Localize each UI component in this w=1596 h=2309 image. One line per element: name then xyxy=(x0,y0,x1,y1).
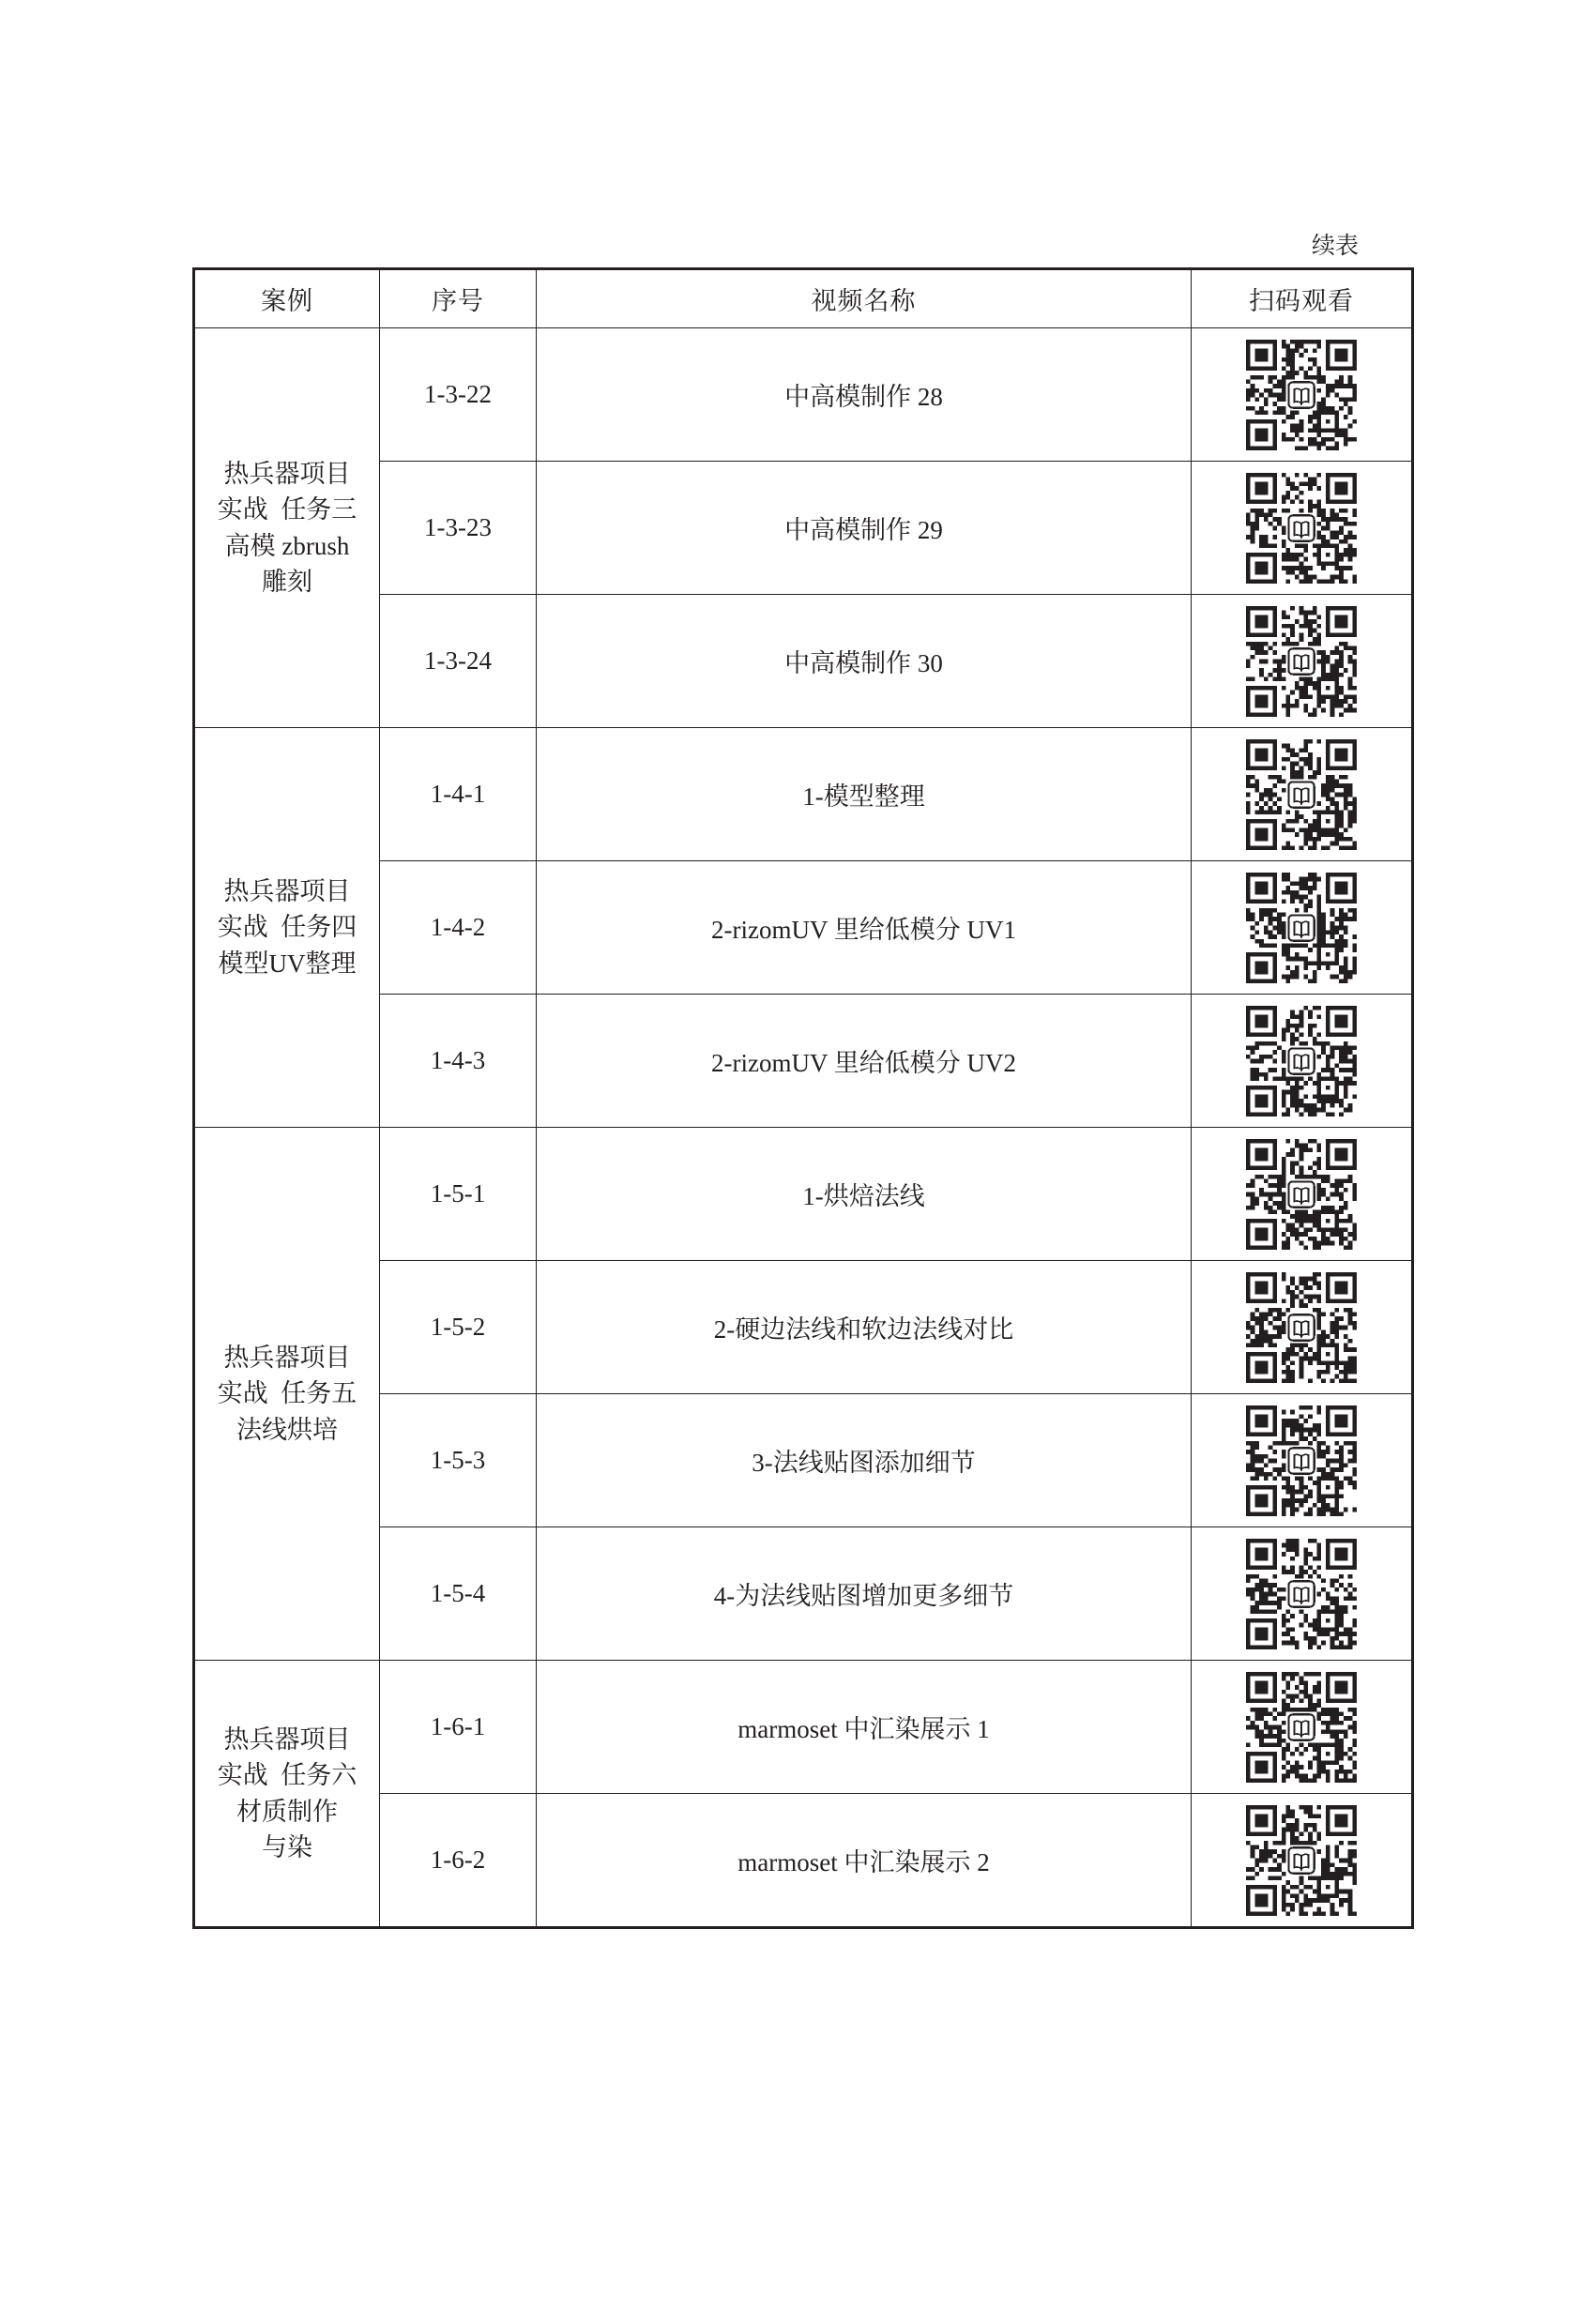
case-cell xyxy=(194,1128,380,1661)
case-cell xyxy=(194,328,380,728)
video-title-cell: 中高模制作 29 xyxy=(537,462,1192,595)
video-title-cell: 2-rizomUV 里给低模分 UV1 xyxy=(537,861,1192,995)
header-row xyxy=(194,269,1413,328)
qr-cell xyxy=(1192,1394,1413,1527)
qr-code-icon xyxy=(1246,1672,1357,1783)
video-title-cell: 2-硬边法线和软边法线对比 xyxy=(537,1261,1192,1394)
qr-code-icon xyxy=(1246,1539,1357,1649)
video-title-cell: marmoset 中汇染展示 2 xyxy=(537,1794,1192,1928)
case-label-line: 与染 xyxy=(262,1833,312,1861)
video-list-table xyxy=(192,267,1414,1929)
video-title-cell: 中高模制作 30 xyxy=(537,595,1192,728)
qr-code-icon xyxy=(1246,1139,1357,1250)
qr-cell xyxy=(1192,595,1413,728)
continued-table-label: 续表 xyxy=(1312,233,1360,259)
video-title-cell: 3-法线贴图添加细节 xyxy=(537,1394,1192,1527)
case-label-line: 热兵器项目 xyxy=(223,1724,351,1754)
video-title-cell: marmoset 中汇染展示 1 xyxy=(537,1661,1192,1794)
video-title-cell: 1-模型整理 xyxy=(537,728,1192,861)
table-row xyxy=(194,1661,1413,1794)
video-code-cell: 1-4-3 xyxy=(380,995,537,1128)
video-title-cell: 2-rizomUV 里给低模分 UV2 xyxy=(537,995,1192,1128)
case-label-line: 法线烘培 xyxy=(236,1415,338,1444)
qr-code-icon xyxy=(1246,1272,1357,1383)
video-code-cell: 1-3-23 xyxy=(380,462,537,595)
qr-code-icon xyxy=(1246,1006,1357,1117)
case-label-line: 实战 任务三 xyxy=(217,495,357,524)
qr-cell xyxy=(1192,462,1413,595)
video-title-cell: 中高模制作 28 xyxy=(537,328,1192,462)
qr-cell xyxy=(1192,861,1413,995)
qr-cell xyxy=(1192,728,1413,861)
case-label-line: 模型UV整理 xyxy=(218,949,357,978)
case-label-line: 高模 zbrush xyxy=(224,531,350,560)
qr-cell xyxy=(1192,1794,1413,1928)
header-case: 案例 xyxy=(194,269,380,328)
qr-code-icon xyxy=(1246,1805,1357,1916)
qr-cell xyxy=(1192,1128,1413,1261)
header-scan: 扫码观看 xyxy=(1192,269,1413,328)
qr-code-icon xyxy=(1246,473,1357,584)
header-title: 视频名称 xyxy=(537,269,1192,328)
case-cell xyxy=(194,728,380,1128)
video-code-cell: 1-5-2 xyxy=(380,1261,537,1394)
table-row xyxy=(194,1128,1413,1261)
qr-code-icon xyxy=(1246,340,1357,450)
case-label-line: 雕刻 xyxy=(262,568,312,596)
video-code-cell: 1-6-2 xyxy=(380,1794,537,1928)
qr-cell xyxy=(1192,328,1413,462)
case-label-line: 实战 任务四 xyxy=(217,913,357,942)
case-label-line: 热兵器项目 xyxy=(223,459,351,488)
qr-cell xyxy=(1192,995,1413,1128)
video-code-cell: 1-3-22 xyxy=(380,328,537,462)
video-code-cell: 1-4-2 xyxy=(380,861,537,995)
qr-code-icon xyxy=(1246,873,1357,983)
case-label-line: 材质制作 xyxy=(236,1797,338,1826)
video-code-cell: 1-6-1 xyxy=(380,1661,537,1794)
qr-cell xyxy=(1192,1261,1413,1394)
video-title-cell: 1-烘焙法线 xyxy=(537,1128,1192,1261)
case-label-line: 实战 任务五 xyxy=(217,1379,357,1408)
video-code-cell: 1-5-4 xyxy=(380,1527,537,1661)
table-row xyxy=(194,728,1413,861)
qr-cell xyxy=(1192,1527,1413,1661)
case-label-line: 热兵器项目 xyxy=(223,1343,351,1372)
qr-code-icon xyxy=(1246,606,1357,717)
video-code-cell: 1-5-3 xyxy=(380,1394,537,1527)
video-title-cell: 4-为法线贴图增加更多细节 xyxy=(537,1527,1192,1661)
video-code-cell: 1-4-1 xyxy=(380,728,537,861)
case-label-line: 热兵器项目 xyxy=(223,876,351,905)
video-code-cell: 1-3-24 xyxy=(380,595,537,728)
qr-code-icon xyxy=(1246,1405,1357,1516)
qr-cell xyxy=(1192,1661,1413,1794)
case-cell xyxy=(194,1661,380,1928)
case-label-line: 实战 任务六 xyxy=(217,1761,357,1789)
header-code: 序号 xyxy=(380,269,537,328)
table-header xyxy=(194,269,1413,328)
video-code-cell: 1-5-1 xyxy=(380,1128,537,1261)
table-row xyxy=(194,328,1413,462)
qr-code-icon xyxy=(1246,739,1357,850)
table-body xyxy=(194,328,1413,1928)
